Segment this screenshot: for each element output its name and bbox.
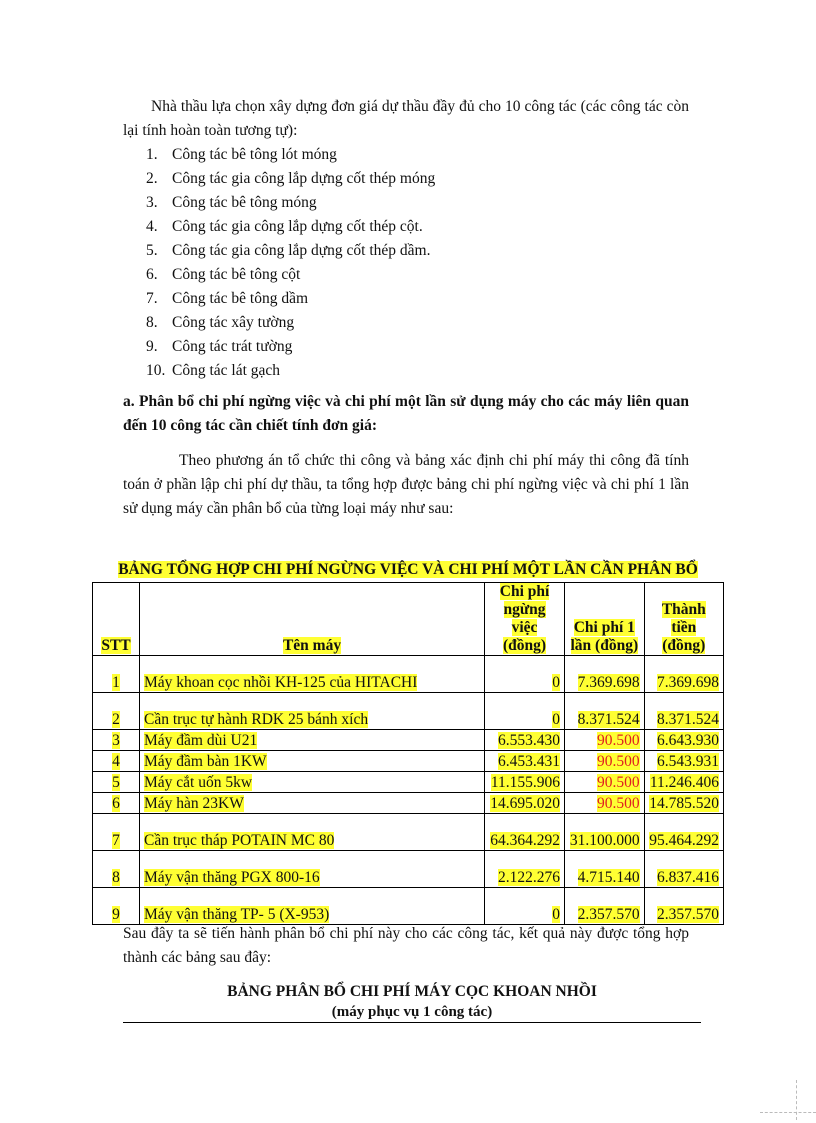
header-name: Tên máy [140,583,485,656]
list-item: 10. Công tác lát gạch [146,362,281,379]
list-item: 8. Công tác xây tường [146,314,295,331]
table-row: 7 Cần trục tháp POTAIN MC 80 64.364.292 31.100.000 95.464.292 [93,814,724,851]
task-list [146,143,435,383]
body-paragraph: Theo phương án tổ chức thi công và bảng xác định chi phí máy thi công đã tính toán ở phần lập chi phí dự thầu, ta tổng hợp được bảng chi phí ngừng việc và chi phí 1 lần sử dụng máy cần phân bổ của từng loại máy như sau: [123,452,689,517]
table-row: 1 Máy khoan cọc nhồi KH-125 của HITACHI 0 7.369.698 7.369.698 [93,656,724,693]
table-row: 5 Máy cắt uốn 5kw 11.155.906 90.500 11.246.406 [93,772,724,793]
allocation-table-subtitle: (máy phục vụ 1 công tác) [331,1004,493,1020]
divider [123,1022,701,1023]
table-row: 4 Máy đầm bàn 1KW 6.453.431 90.500 6.543.931 [93,751,724,772]
table-row: 6 Máy hàn 23KW 14.695.020 90.500 14.785.520 [93,793,724,814]
list-item: 2. Công tác gia công lắp dựng cốt thép móng [146,170,436,187]
table-header-row [93,583,724,656]
header-once-cost: Chi phí 1 lần (đồng) [565,583,645,656]
table-row: 2 Cần trục tự hành RDK 25 bánh xích 0 8.371.524 8.371.524 [93,693,724,730]
list-item: 4. Công tác gia công lắp dựng cốt thép cột. [146,218,423,235]
list-item: 9. Công tác trát tường [146,338,293,355]
header-stt: STT [93,583,140,656]
body-paragraph-2: Sau đây ta sẽ tiến hành phân bổ chi phí này cho các công tác, kết quả này được tổng hợp thành các bảng sau đây: [123,925,689,966]
list-item: 3. Công tác bê tông móng [146,194,317,211]
page-corner-guide [796,1080,797,1120]
section-a-heading: a. Phân bổ chi phí ngừng việc và chi phí một lần sử dụng máy cho các máy liên quan đến 10 công tác cần chiết tính đơn giá: [123,393,689,434]
list-item: 7. Công tác bê tông dầm [146,290,309,307]
header-total: Thành tiền (đồng) [644,583,723,656]
header-idle-cost: Chi phí ngừng việc (đồng) [485,583,565,656]
allocation-table-title: BẢNG PHÂN BỔ CHI PHÍ MÁY CỌC KHOAN NHỒI [227,983,597,1000]
list-item: 1. Công tác bê tông lót móng [146,146,337,163]
table-title: BẢNG TỔNG HỢP CHI PHÍ NGỪNG VIỆC VÀ CHI PHÍ MỘT LẦN CẦN PHÂN BỔ [118,561,698,578]
table-row: 8 Máy vận thăng PGX 800-16 2.122.276 4.715.140 6.837.416 [93,851,724,888]
intro-paragraph: Nhà thầu lựa chọn xây dựng đơn giá dự thầu đầy đủ cho 10 công tác (các công tác còn lại tính hoàn toàn tương tự): [123,98,689,139]
table-row: 9 Máy vận thăng TP- 5 (X-953) 0 2.357.570 2.357.570 [93,888,724,925]
table-row: 3 Máy đầm dùi U21 6.553.430 90.500 6.643.930 [93,730,724,751]
summary-table [92,582,724,925]
page-corner-guide [760,1112,816,1113]
list-item: 5. Công tác gia công lắp dựng cốt thép dầm. [146,242,431,259]
list-item: 6. Công tác bê tông cột [146,266,301,283]
